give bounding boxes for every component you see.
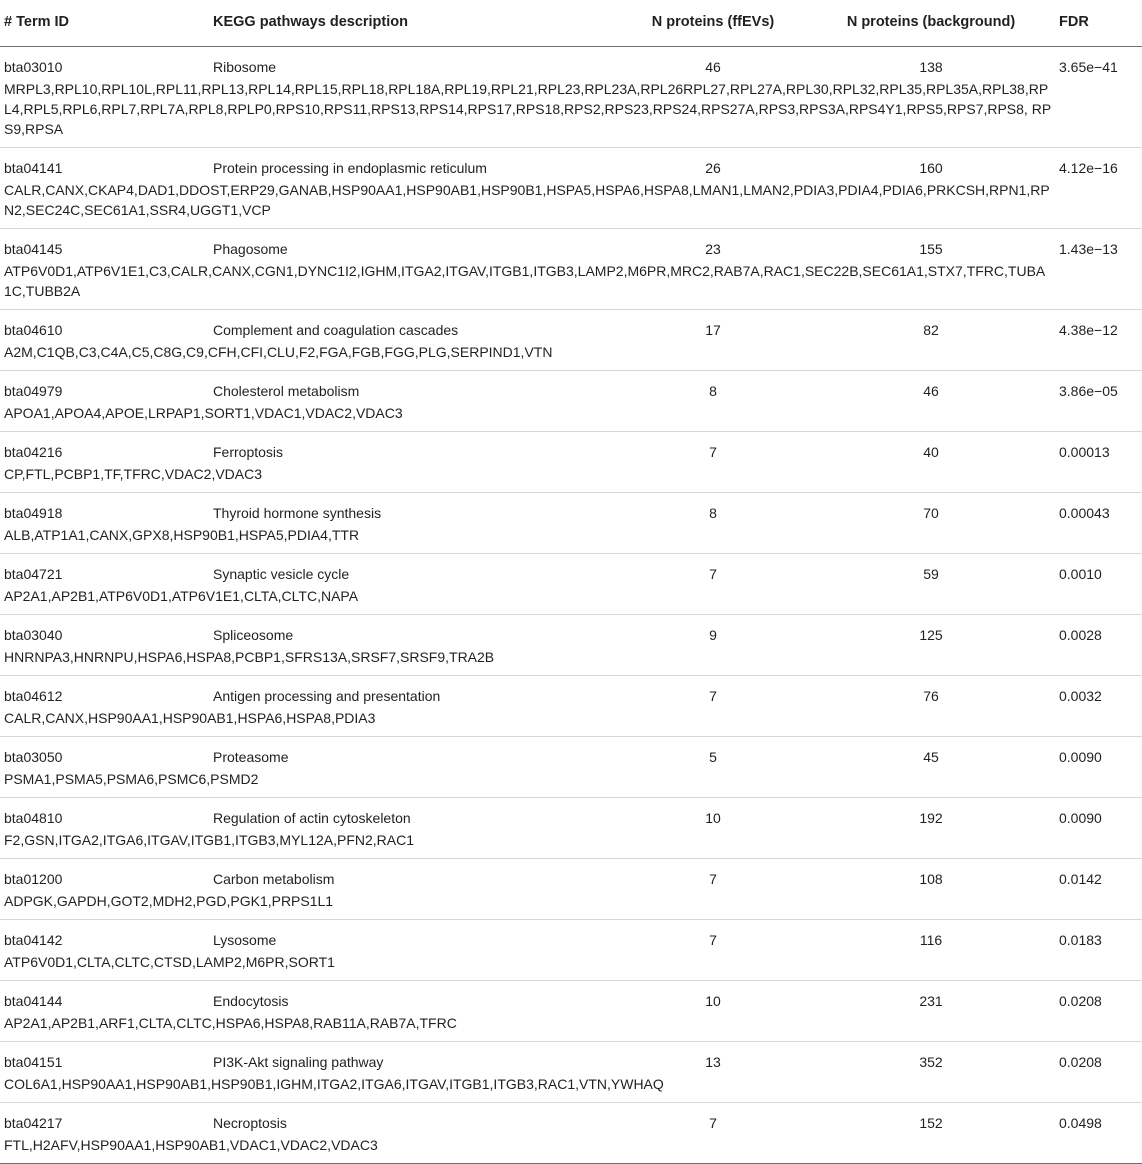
n-background-cell: 192 (919, 810, 943, 826)
description-cell: Antigen processing and presentation (213, 688, 441, 704)
n-background-cell: 152 (919, 1115, 943, 1131)
n-background-cell: 108 (919, 871, 943, 887)
table-row (0, 554, 1142, 615)
n-ffevs-cell: 17 (705, 322, 721, 338)
protein-list-cell: CALR,CANX,HSP90AA1,HSP90AB1,HSPA6,HSPA8,PDIA3 (4, 710, 376, 726)
header-fdr: FDR (1059, 14, 1089, 30)
description-cell: Protein processing in endoplasmic reticulum (213, 160, 487, 176)
protein-list-cell: AP2A1,AP2B1,ATP6V0D1,ATP6V1E1,CLTA,CLTC,NAPA (4, 588, 359, 604)
n-background-cell: 160 (919, 160, 943, 176)
description-cell: Synaptic vesicle cycle (213, 566, 350, 582)
header-term-id: # Term ID (4, 14, 70, 30)
protein-list-cell: ATP6V0D1,CLTA,CLTC,CTSD,LAMP2,M6PR,SORT1 (4, 954, 335, 970)
fdr-cell: 0.0142 (1059, 871, 1102, 887)
fdr-cell: 0.0498 (1059, 1115, 1102, 1131)
n-ffevs-cell: 23 (705, 241, 721, 257)
protein-list-cell: ADPGK,GAPDH,GOT2,MDH2,PGD,PGK1,PRPS1L1 (4, 893, 334, 909)
description-cell: Regulation of actin cytoskeleton (213, 810, 411, 826)
table-row (0, 798, 1142, 859)
n-ffevs-cell: 7 (709, 871, 717, 887)
term-id-cell: bta04151 (4, 1054, 63, 1070)
term-id-cell: bta01200 (4, 871, 63, 887)
n-background-cell: 116 (919, 932, 943, 948)
n-background-cell: 40 (923, 444, 939, 460)
header-n-ffevs: N proteins (ffEVs) (651, 14, 775, 30)
table-row (0, 615, 1142, 676)
row-main (0, 229, 1142, 257)
description-cell: Ribosome (213, 59, 277, 75)
table-row (0, 981, 1142, 1042)
fdr-cell: 0.0090 (1059, 810, 1102, 826)
row-main (0, 981, 1142, 1009)
description-cell: Spliceosome (213, 627, 294, 643)
protein-list-cell: F2,GSN,ITGA2,ITGA6,ITGAV,ITGB1,ITGB3,MYL12A,PFN2,RAC1 (4, 832, 415, 848)
term-id-cell: bta04612 (4, 688, 63, 704)
n-ffevs-cell: 26 (705, 160, 721, 176)
term-id-cell: bta04145 (4, 241, 63, 257)
protein-list-cell: CALR,CANX,CKAP4,DAD1,DDOST,ERP29,GANAB,HSP90AA1,HSP90AB1,HSP90B1,HSPA5,HSPA6,HSPA8,LMAN1,LMAN2,PDIA3,PDIA4,PDIA6,PRKCSH,RPN1,RPN2,SEC24C,SEC61A1,SSR4,UGGT1,VCP (4, 182, 1050, 218)
fdr-cell: 3.65e−41 (1059, 59, 1118, 75)
row-main (0, 554, 1142, 582)
fdr-cell: 0.00043 (1059, 505, 1110, 521)
header-n-background: N proteins (background) (846, 14, 1016, 30)
protein-list-cell: CP,FTL,PCBP1,TF,TFRC,VDAC2,VDAC3 (4, 466, 263, 482)
fdr-cell: 1.43e−13 (1059, 241, 1118, 257)
term-id-cell: bta03040 (4, 627, 63, 643)
protein-list-cell: APOA1,APOA4,APOE,LRPAP1,SORT1,VDAC1,VDAC2,VDAC3 (4, 405, 403, 421)
term-id-cell: bta04610 (4, 322, 63, 338)
row-main (0, 371, 1142, 399)
n-background-cell: 352 (919, 1054, 943, 1070)
fdr-cell: 0.0010 (1059, 566, 1102, 582)
n-ffevs-cell: 7 (709, 444, 717, 460)
description-cell: Phagosome (213, 241, 288, 257)
term-id-cell: bta04918 (4, 505, 63, 521)
protein-list-cell: A2M,C1QB,C3,C4A,C5,C8G,C9,CFH,CFI,CLU,F2,FGA,FGB,FGG,PLG,SERPIND1,VTN (4, 344, 553, 360)
row-main (0, 1042, 1142, 1070)
description-cell: Carbon metabolism (213, 871, 335, 887)
table-row (0, 148, 1142, 229)
n-background-cell: 59 (923, 566, 939, 582)
row-main (0, 493, 1142, 521)
description-cell: Cholesterol metabolism (213, 383, 360, 399)
n-ffevs-cell: 8 (709, 505, 717, 521)
protein-list-cell: ATP6V0D1,ATP6V1E1,C3,CALR,CANX,CGN1,DYNC1I2,IGHM,ITGA2,ITGAV,ITGB1,ITGB3,LAMP2,M6PR,MRC2,RAB7A,RAC1,SEC22B,SEC61A1,STX7,TFRC,TUBA1C,TUBB2A (4, 263, 1046, 299)
n-ffevs-cell: 10 (705, 993, 721, 1009)
term-id-cell: bta03010 (4, 59, 63, 75)
n-ffevs-cell: 9 (709, 627, 717, 643)
table-row (0, 676, 1142, 737)
fdr-cell: 0.0032 (1059, 688, 1102, 704)
protein-list-cell: ALB,ATP1A1,CANX,GPX8,HSP90B1,HSPA5,PDIA4,TTR (4, 527, 360, 543)
term-id-cell: bta04141 (4, 160, 63, 176)
n-ffevs-cell: 46 (705, 59, 721, 75)
table-row (0, 1103, 1142, 1164)
term-id-cell: bta04217 (4, 1115, 63, 1131)
table-row (0, 229, 1142, 310)
row-main (0, 47, 1142, 75)
fdr-cell: 3.86e−05 (1059, 383, 1118, 399)
protein-list-cell: AP2A1,AP2B1,ARF1,CLTA,CLTC,HSPA6,HSPA8,RAB11A,RAB7A,TFRC (4, 1015, 457, 1031)
term-id-cell: bta03050 (4, 749, 63, 765)
n-ffevs-cell: 13 (705, 1054, 721, 1070)
n-background-cell: 46 (923, 383, 939, 399)
row-main (0, 148, 1142, 176)
n-background-cell: 231 (919, 993, 943, 1009)
table-header (0, 0, 1142, 47)
row-main (0, 310, 1142, 338)
table-row (0, 920, 1142, 981)
term-id-cell: bta04142 (4, 932, 63, 948)
row-main (0, 615, 1142, 643)
fdr-cell: 4.12e−16 (1059, 160, 1118, 176)
n-ffevs-cell: 7 (709, 1115, 717, 1131)
n-ffevs-cell: 7 (709, 932, 717, 948)
n-ffevs-cell: 8 (709, 383, 717, 399)
description-cell: Lysosome (213, 932, 277, 948)
table-row (0, 371, 1142, 432)
header-description: KEGG pathways description (213, 14, 408, 30)
row-main (0, 676, 1142, 704)
row-main (0, 432, 1142, 460)
fdr-cell: 4.38e−12 (1059, 322, 1118, 338)
n-background-cell: 76 (923, 688, 939, 704)
fdr-cell: 0.0090 (1059, 749, 1102, 765)
fdr-cell: 0.0208 (1059, 1054, 1102, 1070)
protein-list-cell: PSMA1,PSMA5,PSMA6,PSMC6,PSMD2 (4, 771, 259, 787)
table-row (0, 737, 1142, 798)
description-cell: Thyroid hormone synthesis (213, 505, 382, 521)
n-background-cell: 70 (923, 505, 939, 521)
n-background-cell: 82 (923, 322, 939, 338)
term-id-cell: bta04810 (4, 810, 63, 826)
fdr-cell: 0.0028 (1059, 627, 1102, 643)
n-background-cell: 155 (919, 241, 943, 257)
protein-list-cell: COL6A1,HSP90AA1,HSP90AB1,HSP90B1,IGHM,ITGA2,ITGA6,ITGAV,ITGB1,ITGB3,RAC1,VTN,YWHAQ (4, 1076, 664, 1092)
description-cell: PI3K-Akt signaling pathway (213, 1054, 384, 1070)
description-cell: Ferroptosis (213, 444, 284, 460)
n-background-cell: 45 (923, 749, 939, 765)
table-body (0, 47, 1142, 1164)
protein-list-cell: HNRNPA3,HNRNPU,HSPA6,HSPA8,PCBP1,SFRS13A,SRSF7,SRSF9,TRA2B (4, 649, 495, 665)
description-cell: Complement and coagulation cascades (213, 322, 459, 338)
protein-list-cell: FTL,H2AFV,HSP90AA1,HSP90AB1,VDAC1,VDAC2,VDAC3 (4, 1137, 378, 1153)
row-main (0, 737, 1142, 765)
table-row (0, 47, 1142, 148)
n-background-cell: 138 (919, 59, 943, 75)
term-id-cell: bta04721 (4, 566, 63, 582)
table-row (0, 1042, 1142, 1103)
row-main (0, 859, 1142, 887)
term-id-cell: bta04144 (4, 993, 63, 1009)
fdr-cell: 0.00013 (1059, 444, 1110, 460)
row-main (0, 1103, 1142, 1131)
row-main (0, 798, 1142, 826)
table-row (0, 310, 1142, 371)
term-id-cell: bta04216 (4, 444, 63, 460)
n-ffevs-cell: 7 (709, 688, 717, 704)
protein-list-cell: MRPL3,RPL10,RPL10L,RPL11,RPL13,RPL14,RPL15,RPL18,RPL18A,RPL19,RPL21,RPL23,RPL23A,RPL26RPL27,RPL27A,RPL30,RPL32,RPL35,RPL35A,RPL38,RPL4,RPL5,RPL6,RPL7,RPL7A,RPL8,RPLP0,RPS10,RPS11,RPS13,RPS14,RPS17,RPS18,RPS2,RPS23,RPS24,RPS27A,RPS3,RPS3A,RPS4Y1,RPS5,RPS7,RPS8, RPS9,RPSA (4, 81, 1052, 137)
n-background-cell: 125 (919, 627, 943, 643)
table-row (0, 432, 1142, 493)
row-main (0, 920, 1142, 948)
n-ffevs-cell: 7 (709, 566, 717, 582)
table-row (0, 859, 1142, 920)
description-cell: Proteasome (213, 749, 289, 765)
table-row (0, 493, 1142, 554)
n-ffevs-cell: 10 (705, 810, 721, 826)
n-ffevs-cell: 5 (709, 749, 717, 765)
description-cell: Endocytosis (213, 993, 289, 1009)
fdr-cell: 0.0208 (1059, 993, 1102, 1009)
description-cell: Necroptosis (213, 1115, 287, 1131)
fdr-cell: 0.0183 (1059, 932, 1102, 948)
term-id-cell: bta04979 (4, 383, 63, 399)
